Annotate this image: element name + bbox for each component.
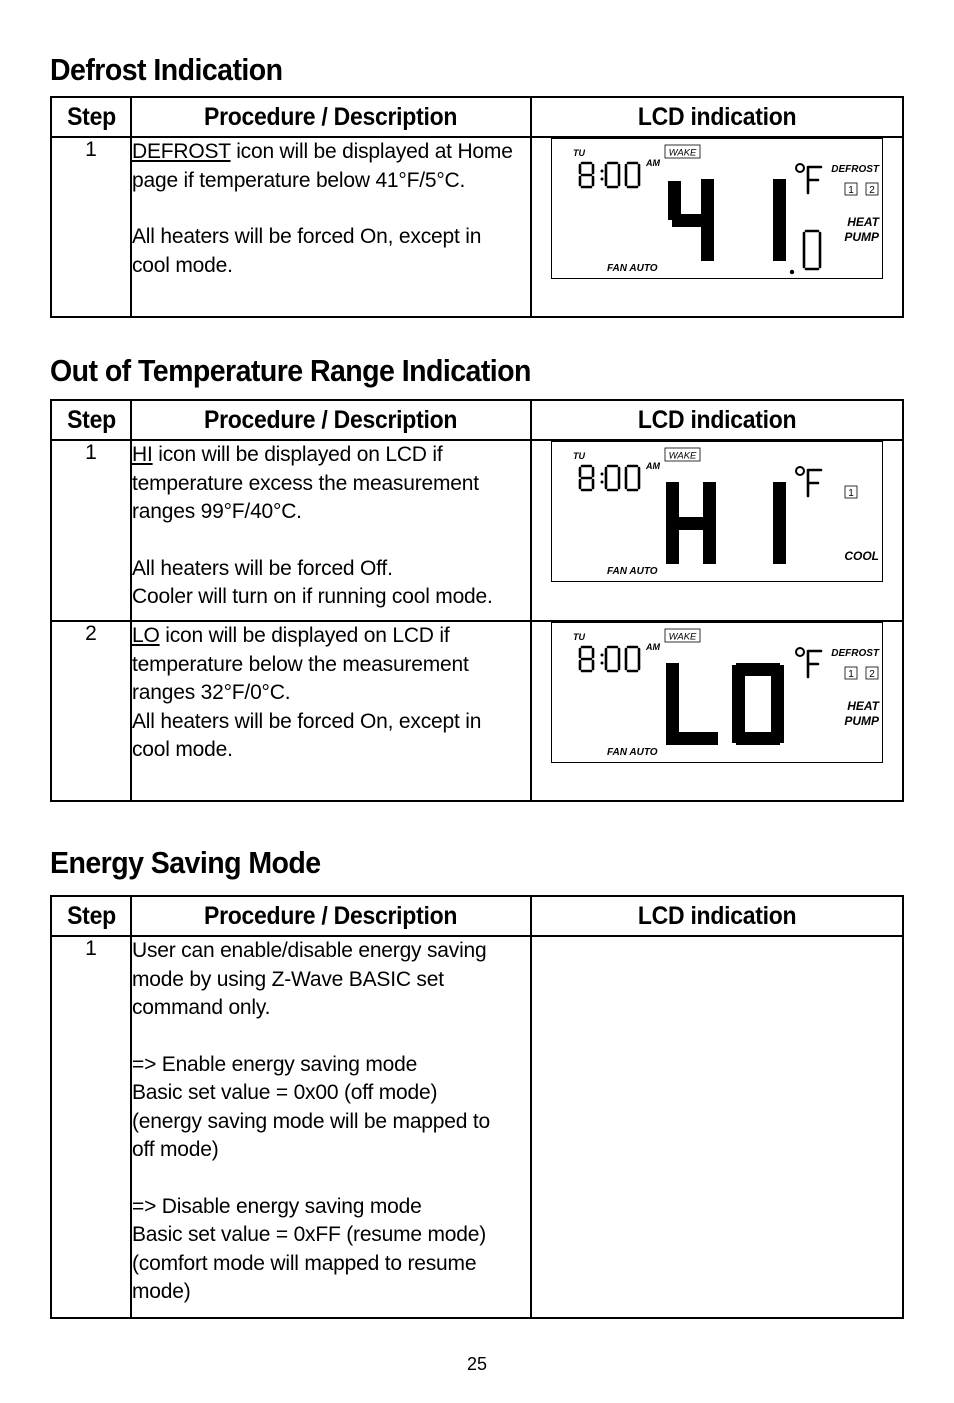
stage-number: 2 — [869, 669, 875, 680]
am-pm-label: AM — [646, 158, 660, 168]
time-colon — [601, 654, 604, 665]
description-line — [132, 1051, 530, 1080]
defrost-label: DEFROST — [831, 164, 879, 175]
line-text: off mode) — [132, 1138, 219, 1161]
step-number: 1 — [51, 137, 131, 317]
col-header-lcd: LCD indication — [531, 97, 903, 137]
description-line — [132, 441, 530, 470]
decimal-point — [790, 270, 794, 274]
description-line — [132, 470, 530, 499]
lcd-display — [551, 441, 883, 582]
description-line — [132, 252, 530, 281]
heat-label: HEAT — [847, 215, 879, 229]
time-digit — [580, 466, 593, 490]
main-digit — [773, 179, 786, 261]
time-colon — [601, 170, 604, 181]
line-text: command only. — [132, 996, 271, 1019]
wake-label: WAKE — [668, 147, 697, 159]
table-row — [51, 621, 903, 801]
line-text: All heaters will be forced On, except in — [132, 225, 482, 248]
section-title-defrost: Defrost Indication — [50, 52, 283, 87]
line-text: All heaters will be forced Off. — [132, 556, 393, 580]
line-text: cool mode. — [132, 738, 233, 761]
description-line — [132, 1278, 530, 1307]
description-line — [132, 1136, 530, 1165]
step-number: 1 — [51, 440, 131, 621]
am-pm-label: AM — [646, 642, 660, 652]
col-header-procedure: Procedure / Description — [131, 896, 531, 936]
description — [131, 440, 531, 621]
fan-auto-label: FAN AUTO — [607, 747, 658, 758]
main-digit — [773, 482, 786, 564]
line-text: icon will be displayed on LCD if — [159, 624, 450, 647]
degree-icon — [796, 164, 804, 172]
step-number: 2 — [51, 621, 131, 801]
stage-number: 1 — [848, 185, 854, 196]
col-header-step: Step — [51, 97, 131, 137]
line-text: ranges 32°F/0°C. — [132, 681, 291, 704]
am-pm-label: AM — [646, 461, 660, 471]
description-line — [132, 994, 530, 1023]
line-text: Basic set value = 0x00 (off mode) — [132, 1081, 438, 1104]
paragraph-gap — [132, 195, 530, 223]
col-header-step: Step — [51, 896, 131, 936]
description-line — [132, 937, 530, 966]
main-digit — [666, 482, 716, 564]
col-header-lcd: LCD indication — [531, 400, 903, 440]
defrost-label: DEFROST — [831, 648, 879, 659]
section-title-out-of-range: Out of Temperature Range Indication — [50, 353, 531, 388]
wake-label: WAKE — [668, 450, 697, 462]
fan-auto-label: FAN AUTO — [607, 263, 658, 274]
cool-label: COOL — [844, 549, 879, 563]
description-line — [132, 679, 530, 708]
lcd-indication — [531, 440, 903, 621]
time-digit — [626, 466, 639, 490]
table-header-row — [51, 97, 903, 137]
line-text: => Disable energy saving mode — [132, 1194, 422, 1218]
unit-f-icon — [808, 167, 821, 193]
defrost-table — [50, 96, 904, 318]
line-text: ranges 99°F/40°C. — [132, 500, 302, 523]
time-digit — [580, 163, 593, 187]
lcd-display — [551, 622, 883, 763]
time-digit — [580, 647, 593, 671]
main-digit — [666, 663, 718, 745]
icon-keyword: LO — [132, 624, 160, 647]
day-label: TU — [573, 632, 585, 642]
table-row — [51, 137, 903, 317]
table-row — [51, 440, 903, 621]
description-line — [132, 1193, 530, 1222]
fan-auto-label: FAN AUTO — [607, 566, 658, 577]
description-line — [132, 708, 530, 737]
line-text: cool mode. — [132, 253, 233, 277]
lcd-indication-empty — [531, 936, 903, 1318]
line-text: (energy saving mode will be mapped to — [132, 1109, 490, 1133]
step-number: 1 — [51, 936, 131, 1318]
line-text: icon will be displayed on LCD if — [152, 443, 443, 466]
section-title-energy-saving: Energy Saving Mode — [50, 845, 321, 880]
time-digit — [606, 163, 619, 187]
stage-number: 1 — [848, 669, 854, 680]
table-header-row — [51, 400, 903, 440]
description-line — [132, 622, 530, 651]
time-digit — [606, 647, 619, 671]
stage-number: 1 — [848, 488, 854, 499]
description-line — [132, 736, 530, 765]
col-header-procedure: Procedure / Description — [131, 400, 531, 440]
lcd-display — [551, 138, 883, 279]
table-header-row — [51, 896, 903, 936]
description-line — [132, 555, 530, 584]
description — [131, 936, 531, 1318]
description — [131, 621, 531, 801]
line-text: page if temperature below 41°F/5°C. — [132, 168, 466, 192]
col-header-procedure: Procedure / Description — [131, 97, 531, 137]
description-line — [132, 966, 530, 995]
description-line — [132, 651, 530, 680]
description-line — [132, 1079, 530, 1108]
description — [131, 137, 531, 317]
line-text: All heaters will be forced On, except in — [132, 709, 482, 733]
page-number: 25 — [466, 1354, 488, 1374]
pump-label: PUMP — [844, 230, 879, 244]
description-line — [132, 1221, 530, 1250]
icon-keyword: DEFROST — [132, 140, 231, 163]
decimal-digit — [804, 231, 820, 269]
unit-f-icon — [808, 470, 821, 496]
col-header-step: Step — [51, 400, 131, 440]
description-line — [132, 498, 530, 527]
line-text: temperature excess the measurement — [132, 471, 479, 495]
line-text: Cooler will turn on if running cool mode. — [132, 585, 493, 608]
paragraph-gap — [132, 527, 530, 555]
line-text: (comfort mode will mapped to resume — [132, 1251, 477, 1275]
line-text: mode) — [132, 1280, 191, 1303]
time-digit — [626, 163, 639, 187]
description-line — [132, 138, 530, 167]
degree-icon — [796, 648, 804, 656]
paragraph-gap — [132, 1165, 530, 1193]
description-line — [132, 1108, 530, 1137]
time-digit — [626, 647, 639, 671]
main-digit — [668, 179, 714, 261]
pump-label: PUMP — [844, 714, 879, 728]
day-label: TU — [573, 451, 585, 461]
time-digit — [606, 466, 619, 490]
line-text: Basic set value = 0xFF (resume mode) — [132, 1223, 487, 1246]
line-text: => Enable energy saving mode — [132, 1052, 418, 1076]
line-text: icon will be displayed at Home — [230, 140, 513, 163]
icon-keyword: HI — [132, 443, 153, 466]
out-of-range-table — [50, 399, 904, 802]
degree-icon — [796, 467, 804, 475]
col-header-lcd: LCD indication — [531, 896, 903, 936]
wake-label: WAKE — [668, 631, 697, 643]
lcd-indication — [531, 137, 903, 317]
table-row — [51, 936, 903, 1318]
description-line — [132, 1250, 530, 1279]
stage-number: 2 — [869, 185, 875, 196]
time-colon — [601, 473, 604, 484]
paragraph-gap — [132, 1023, 530, 1051]
line-text: User can enable/disable energy saving — [132, 939, 487, 962]
heat-label: HEAT — [847, 699, 879, 713]
day-label: TU — [573, 148, 585, 158]
line-text: mode by using Z-Wave BASIC set — [132, 967, 444, 991]
energy-saving-table — [50, 895, 904, 1319]
lcd-indication — [531, 621, 903, 801]
main-digit — [732, 663, 784, 745]
description-line — [132, 583, 530, 612]
line-text: temperature below the measurement — [132, 652, 469, 676]
description-line — [132, 167, 530, 196]
unit-f-icon — [808, 651, 821, 677]
description-line — [132, 223, 530, 252]
